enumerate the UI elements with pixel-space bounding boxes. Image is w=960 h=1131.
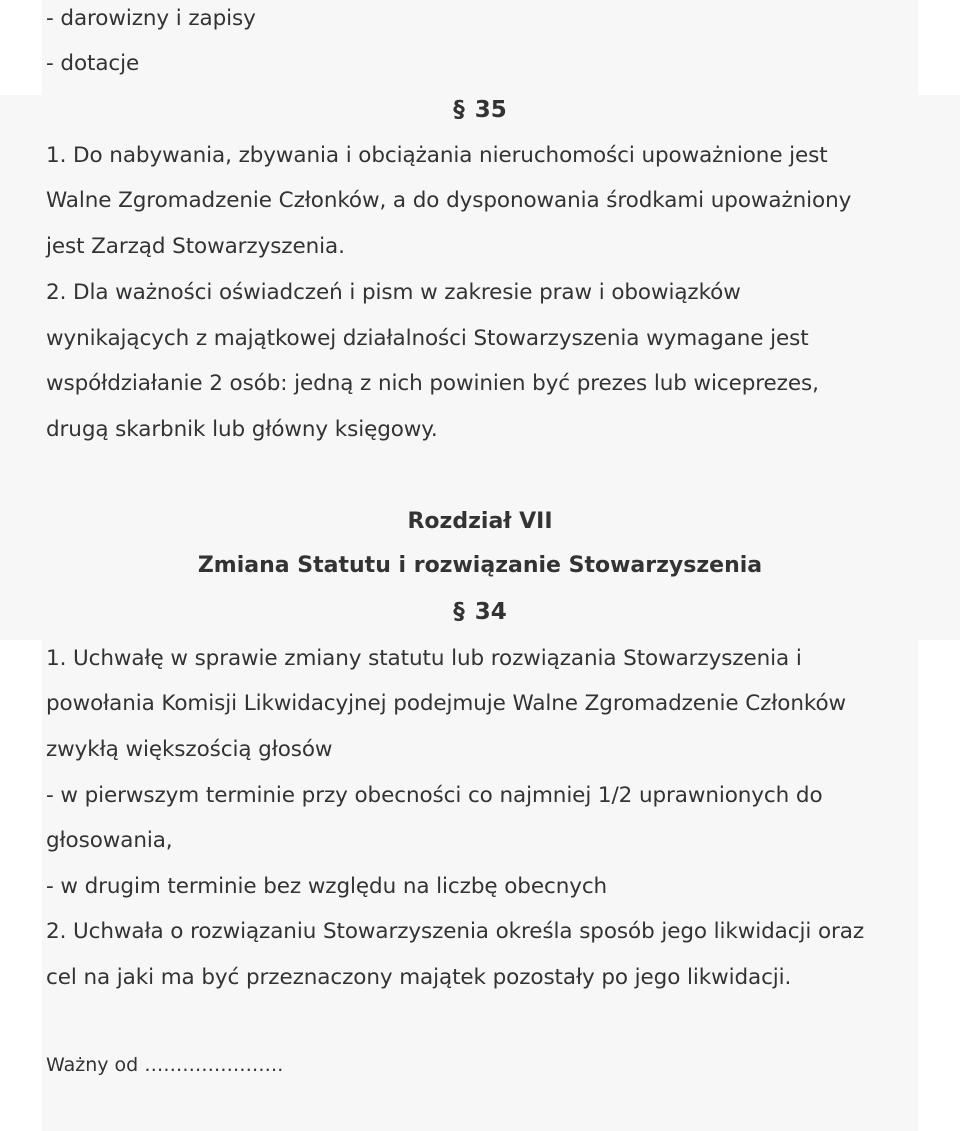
paragraph-34-line: zwykłą większością głosów bbox=[46, 737, 333, 762]
paragraph-35-line: współdziałanie 2 osób: jedną z nich powinien być prezes lub wiceprezes, bbox=[46, 371, 819, 396]
paragraph-35-line: 2. Dla ważności oświadczeń i pism w zakresie praw i obowiązków bbox=[46, 280, 741, 305]
paragraph-35-line: Walne Zgromadzenie Członków, a do dysponowania środkami upoważniony bbox=[46, 188, 852, 213]
valid-from-line: Ważny od …………………. bbox=[46, 1054, 284, 1076]
list-item-donations: - darowizny i zapisy bbox=[46, 6, 256, 31]
paragraph-34-number: 34 bbox=[474, 599, 507, 625]
paragraph-34-heading bbox=[0, 597, 960, 627]
section-sign-icon: § bbox=[453, 97, 465, 123]
paragraph-34-line: - w drugim terminie bez względu na liczbę obecnych bbox=[46, 874, 608, 899]
paragraph-34-line: 1. Uchwałę w sprawie zmiany statutu lub rozwiązania Stowarzyszenia i bbox=[46, 646, 802, 671]
section-sign-icon: § bbox=[453, 599, 465, 625]
paragraph-35-line: drugą skarbnik lub główny księgowy. bbox=[46, 417, 438, 442]
chapter-subtitle: Zmiana Statutu i rozwiązanie Stowarzyszenia bbox=[197, 553, 763, 578]
paragraph-35-line: wynikających z majątkowej działalności Stowarzyszenia wymagane jest bbox=[46, 326, 809, 351]
paragraph-35-line: jest Zarząd Stowarzyszenia. bbox=[46, 234, 345, 259]
paragraph-35-number: 35 bbox=[474, 97, 507, 123]
paragraph-34-line: - w pierwszym terminie przy obecności co najmniej 1/2 uprawnionych do bbox=[46, 783, 823, 808]
paragraph-35-line: 1. Do nabywania, zbywania i obciążania nieruchomości upoważnione jest bbox=[46, 143, 828, 168]
paragraph-35-heading bbox=[0, 95, 960, 125]
paragraph-34-line: 2. Uchwała o rozwiązaniu Stowarzyszenia określa sposób jego likwidacji oraz bbox=[46, 919, 865, 944]
paragraph-34-line: głosowania, bbox=[46, 828, 173, 853]
paragraph-34-line: cel na jaki ma być przeznaczony majątek pozostały po jego likwidacji. bbox=[46, 965, 792, 990]
paragraph-34-line: powołania Komisji Likwidacyjnej podejmuje Walne Zgromadzenie Członków bbox=[46, 691, 847, 716]
list-item-grants: - dotacje bbox=[46, 51, 140, 76]
chapter-title: Rozdział VII bbox=[407, 509, 553, 534]
